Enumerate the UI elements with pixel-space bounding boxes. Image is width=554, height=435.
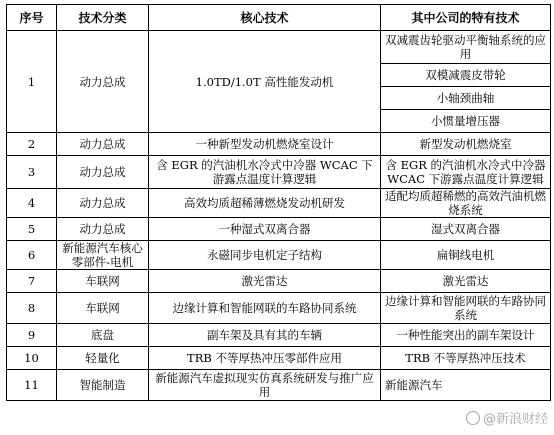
cell-no: 10 xyxy=(7,347,57,370)
cell-special: 小惯量增压器 xyxy=(381,110,551,133)
weibo-logo-icon xyxy=(466,411,480,425)
cell-core: 边缘计算和智能网联的车路协同系统 xyxy=(149,293,381,324)
core-tech-table xyxy=(6,4,551,401)
cell-core: 激光雷达 xyxy=(149,270,381,293)
cell-category: 底盘 xyxy=(57,324,149,347)
cell-no: 11 xyxy=(7,370,57,401)
cell-category: 动力总成 xyxy=(57,31,149,133)
table-row xyxy=(7,347,551,370)
cell-special: TRB 不等厚热冲压技术 xyxy=(381,347,551,370)
cell-no: 8 xyxy=(7,293,57,324)
cell-no: 1 xyxy=(7,31,57,133)
cell-special: 双模减震皮带轮 xyxy=(381,64,551,87)
cell-special: 新能源汽车 xyxy=(381,370,551,401)
cell-special: 扁铜线电机 xyxy=(381,241,551,270)
cell-category: 轻量化 xyxy=(57,347,149,370)
cell-no: 2 xyxy=(7,133,57,156)
cell-core: 副车架及具有其的车辆 xyxy=(149,324,381,347)
cell-special: 双减震齿轮驱动平衡轴系统的应用 xyxy=(381,31,551,64)
cell-core: TRB 不等厚热冲压零部件应用 xyxy=(149,347,381,370)
cell-category: 车联网 xyxy=(57,270,149,293)
cell-core: 新能源汽车虚拟现实仿真系统研发与推广应用 xyxy=(149,370,381,401)
cell-category: 动力总成 xyxy=(57,133,149,156)
cell-core: 1.0TD/1.0T 高性能发动机 xyxy=(149,31,381,133)
table-row xyxy=(7,133,551,156)
cell-category: 车联网 xyxy=(57,293,149,324)
cell-core: 高效均质超稀薄燃烧发动机研发 xyxy=(149,189,381,218)
table-row xyxy=(7,156,551,189)
header-special: 其中公司的特有技术 xyxy=(381,5,551,31)
cell-special: 新型发动机燃烧室 xyxy=(381,133,551,156)
cell-special: 含 EGR 的汽油机水冷式中冷器 WCAC 下游露点温度计算逻辑 xyxy=(381,156,551,189)
cell-core: 永磁同步电机定子结构 xyxy=(149,241,381,270)
cell-core: 一种新型发动机燃烧室设计 xyxy=(149,133,381,156)
cell-special: 小轴颈曲轴 xyxy=(381,87,551,110)
cell-category: 智能制造 xyxy=(57,370,149,401)
table-row xyxy=(7,370,551,401)
cell-special: 一种性能突出的副车架设计 xyxy=(381,324,551,347)
cell-no: 5 xyxy=(7,218,57,241)
cell-core: 含 EGR 的汽油机水冷式中冷器 WCAC 下游露点温度计算逻辑 xyxy=(149,156,381,189)
header-no: 序号 xyxy=(7,5,57,31)
table-row xyxy=(7,324,551,347)
table-row xyxy=(7,293,551,324)
watermark-text: @新浪财经 xyxy=(482,412,548,427)
header-category: 技术分类 xyxy=(57,5,149,31)
table-row xyxy=(7,218,551,241)
cell-category: 动力总成 xyxy=(57,156,149,189)
table-row xyxy=(7,241,551,270)
table-row xyxy=(7,270,551,293)
cell-special: 激光雷达 xyxy=(381,270,551,293)
table-row xyxy=(7,31,551,64)
cell-no: 3 xyxy=(7,156,57,189)
cell-no: 6 xyxy=(7,241,57,270)
cell-no: 9 xyxy=(7,324,57,347)
header-row xyxy=(7,5,551,31)
cell-category: 新能源汽车核心零部件-电机 xyxy=(57,241,149,270)
cell-category: 动力总成 xyxy=(57,189,149,218)
cell-special: 湿式双离合器 xyxy=(381,218,551,241)
cell-special: 适配均质超稀燃的高效汽油机燃烧系统 xyxy=(381,189,551,218)
cell-special: 边缘计算和智能网联的车路协同系统 xyxy=(381,293,551,324)
cell-no: 7 xyxy=(7,270,57,293)
table-row xyxy=(7,189,551,218)
cell-category: 动力总成 xyxy=(57,218,149,241)
cell-core: 一种湿式双离合器 xyxy=(149,218,381,241)
watermark xyxy=(466,408,548,427)
header-core: 核心技术 xyxy=(149,5,381,31)
cell-no: 4 xyxy=(7,189,57,218)
